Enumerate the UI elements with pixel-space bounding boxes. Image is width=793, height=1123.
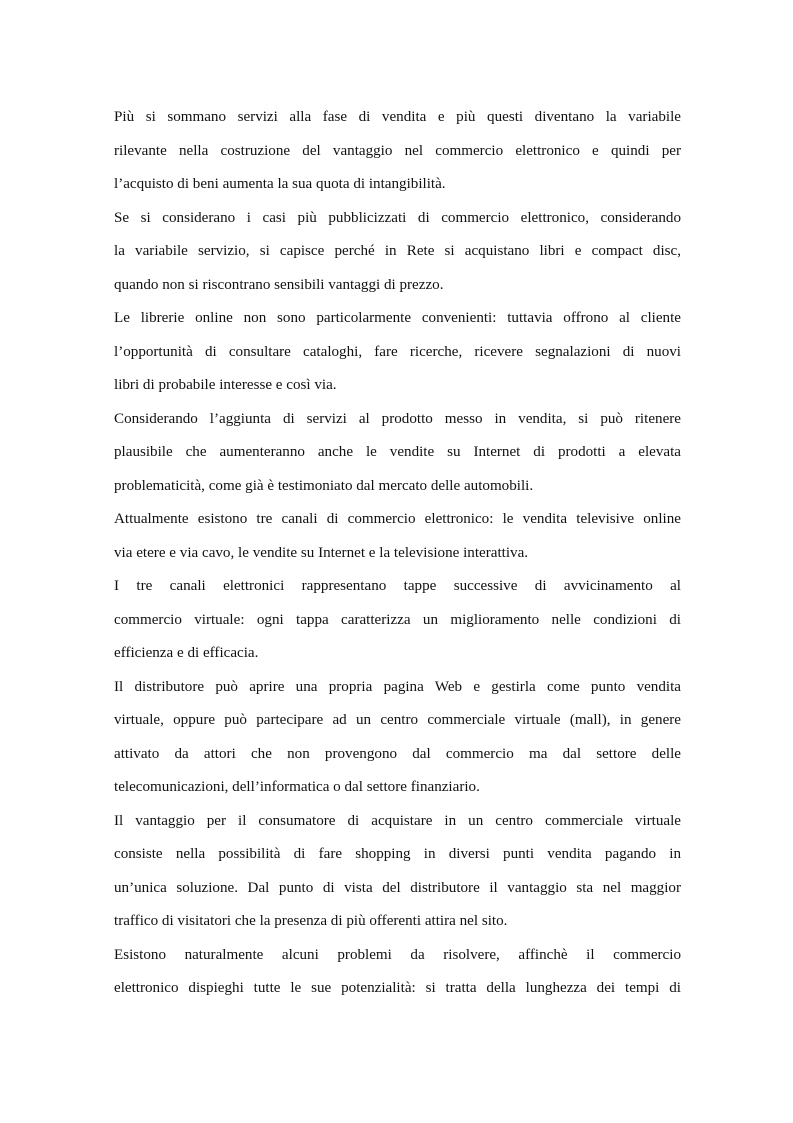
paragraph [114,101,681,202]
text-line: rilevante nella costruzione del vantaggio nel commercio elettronico e quindi per [114,142,681,159]
text-line: I tre canali elettronici rappresentano tappe successive di avvicinamento al [114,578,681,594]
paragraph [114,202,681,303]
text-line: commercio virtuale: ogni tappa caratterizza un miglioramento nelle condizioni di [114,611,681,628]
text-line: consiste nella possibilità di fare shopping in diversi punti vendita pagando in [114,846,681,862]
paragraph [114,671,681,805]
text-line: Se si considerano i casi più pubblicizzati di commercio elettronico, considerando [114,209,681,226]
text-line: l’acquisto di beni aumenta la sua quota di intangibilità. [114,176,446,192]
text-line: Il distributore può aprire una propria pagina Web e gestirla come punto vendita [114,678,681,695]
text-line: Esistono naturalmente alcuni problemi da risolvere, affinchè il commercio [114,946,681,963]
paragraph [114,302,681,403]
text-line: efficienza e di efficacia. [114,645,259,661]
text-line: attivato da attori che non provengono dal commercio ma dal settore delle [114,745,681,762]
text-line: libri di probabile interesse e così via. [114,377,337,393]
text-line: la variabile servizio, si capisce perché in Rete si acquistano libri e compact disc, [114,243,681,259]
paragraph [114,570,681,671]
text-line: problematicità, come già è testimoniato dal mercato delle automobili. [114,477,534,494]
text-line: Considerando l’aggiunta di servizi al prodotto messo in vendita, si può ritenere [114,410,681,427]
document-body [114,101,681,1006]
paragraph [114,403,681,504]
paragraph [114,939,681,1006]
text-line: un’unica soluzione. Dal punto di vista del distributore il vantaggio sta nel maggior [114,879,681,896]
text-line: traffico di visitatori che la presenza di più offerenti attira nel sito. [114,913,508,929]
text-line: Le librerie online non sono particolarmente convenienti: tuttavia offrono al cliente [114,310,681,326]
text-line: quando non si riscontrano sensibili vantaggi di prezzo. [114,276,444,293]
text-line: virtuale, oppure può partecipare ad un centro commerciale virtuale (mall), in genere [114,712,681,728]
paragraph [114,503,681,570]
text-line: telecomunicazioni, dell’informatica o dal settore finanziario. [114,779,480,795]
text-line: Attualmente esistono tre canali di commercio elettronico: le vendita televisive online [114,511,681,527]
text-line: elettronico dispieghi tutte le sue potenzialità: si tratta della lunghezza dei tempi di [114,980,681,996]
text-line: plausibile che aumenteranno anche le vendite su Internet di prodotti a elevata [114,444,681,460]
text-line: Il vantaggio per il consumatore di acquistare in un centro commerciale virtuale [114,812,681,829]
paragraph [114,805,681,939]
text-line: Più si sommano servizi alla fase di vendita e più questi diventano la variabile [114,109,681,125]
text-line: l’opportunità di consultare cataloghi, fare ricerche, ricevere segnalazioni di nuovi [114,343,681,360]
text-line: via etere e via cavo, le vendite su Internet e la televisione interattiva. [114,544,529,561]
